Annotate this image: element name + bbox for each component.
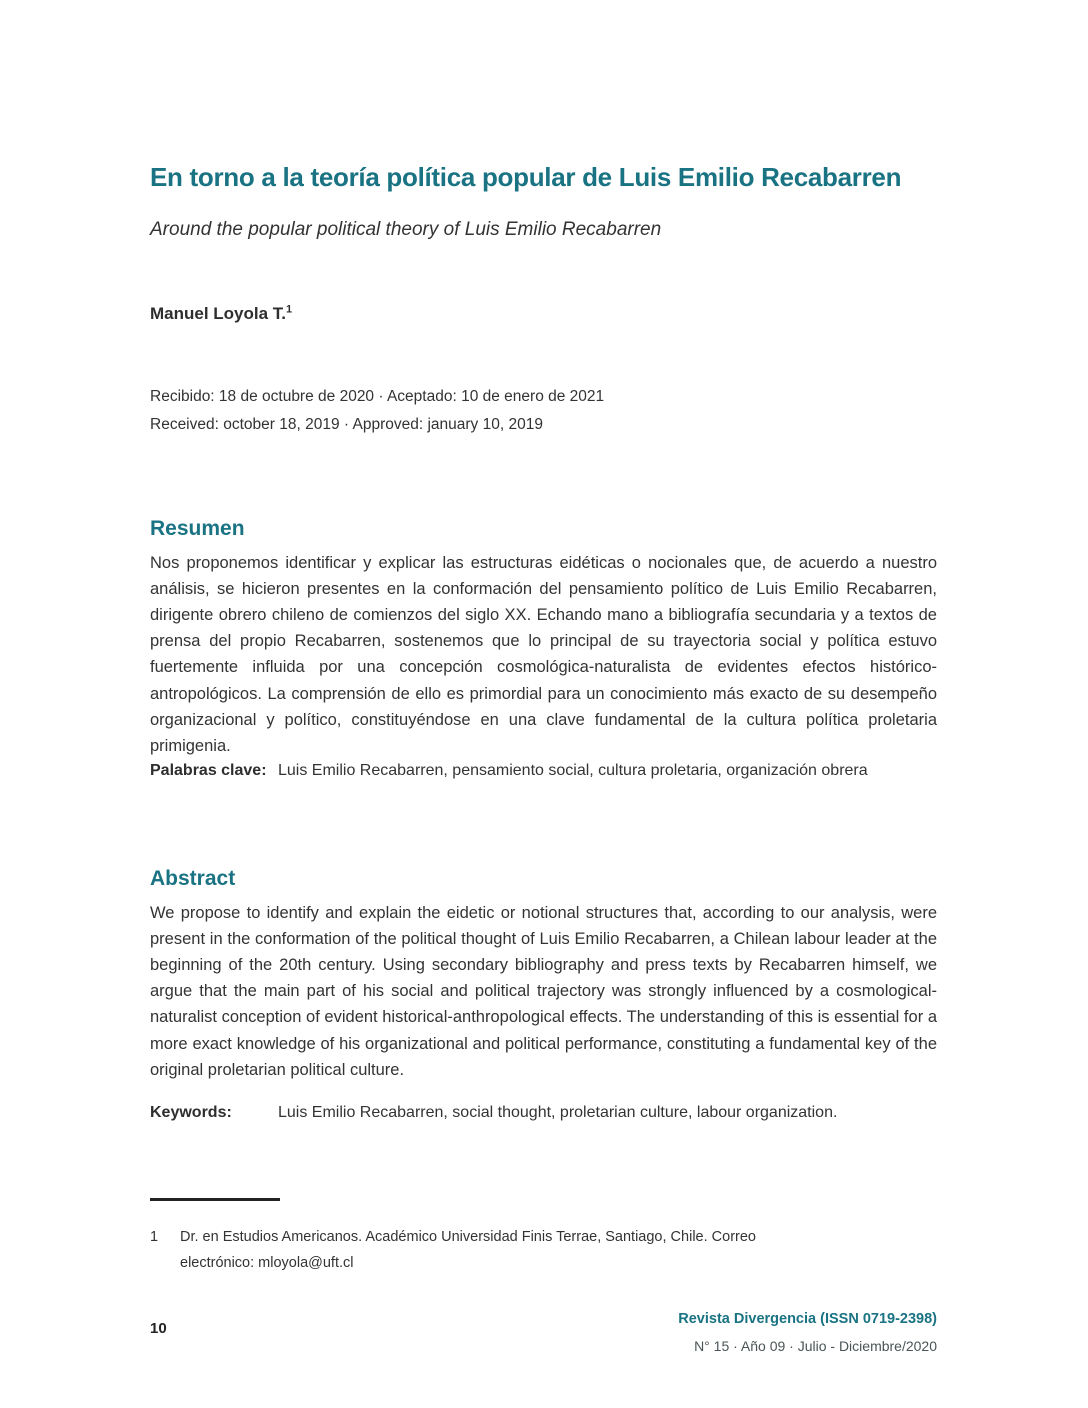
dates-block [150, 383, 850, 439]
abstract-heading: Abstract [150, 867, 236, 891]
received-date-english: Received: october 18, 2019 · Approved: january 10, 2019 [150, 416, 543, 433]
footnote-text: Dr. en Estudios Americanos. Académico Universidad Finis Terrae, Santiago, Chile. Correo electrónico: mloyola@uft.cl [180, 1229, 756, 1271]
article-title: En torno a la teoría política popular de Luis Emilio Recabarren [150, 162, 902, 193]
journal-name: Revista Divergencia (ISSN 0719-2398) [678, 1311, 937, 1327]
abstract-body: We propose to identify and explain the eidetic or notional structures that, according to our analysis, were present in the conformation of the political thought of Luis Emilio Recabarren, a Chilean labour leader at the beginning of the 20th century. Using secondary bibliography and press texts by Recabarren himself, we argue that the main part of his social and political trajectory was strongly influenced by a cosmological-naturalist conception of evident historical-anthropological effects. The understanding of this is essential for a more exact knowledge of his organizational and political performance, constituting a fundamental key of the original proletarian political culture. [150, 903, 937, 1079]
author-line [150, 304, 292, 324]
keywords-label: Keywords: [150, 1104, 232, 1121]
page-number: 10 [150, 1320, 167, 1337]
footnote-marker: 1 [150, 1229, 159, 1245]
footnote-separator-rule [150, 1198, 280, 1201]
resumen-heading: Resumen [150, 517, 245, 541]
palabras-clave-line [150, 759, 937, 783]
palabras-clave-text: Luis Emilio Recabarren, pensamiento social, cultura proletaria, organización obrera [278, 762, 868, 779]
author-footnote-ref: 1 [286, 303, 293, 316]
palabras-clave-label: Palabras clave: [150, 762, 267, 779]
keywords-line [150, 1101, 937, 1125]
journal-issue-info: N° 15 · Año 09 · Julio - Diciembre/2020 [694, 1338, 937, 1354]
received-date-spanish: Recibido: 18 de octubre de 2020 · Aceptado: 10 de enero de 2021 [150, 388, 605, 405]
author-name: Manuel Loyola T. [150, 304, 287, 323]
keywords-text: Luis Emilio Recabarren, social thought, proletarian culture, labour organization. [278, 1104, 838, 1121]
resumen-body: Nos proponemos identificar y explicar las estructuras eidéticas o nocionales que, de acuerdo a nuestro análisis, se hicieron presentes en la conformación del pensamiento político de Luis Emilio Recabarren, dirigente obrero chileno de comienzos del siglo XX. Echando mano a bibliografía secundaria y a textos de prensa del propio Recabarren, sostenemos que lo principal de su trayectoria social y política estuvo fuertemente influida por una concepción cosmológica-naturalista de evidentes efectos histórico-antropológicos. La comprensión de ello es primordial para un conocimiento más exacto de su desempeño organizacional y político, constituyéndose en una clave fundamental de la cultura política proletaria primigenia. [150, 553, 937, 755]
article-subtitle-english: Around the popular political theory of Luis Emilio Recabarren [150, 219, 662, 240]
footnote [150, 1224, 790, 1276]
journal-footer [678, 1306, 937, 1360]
